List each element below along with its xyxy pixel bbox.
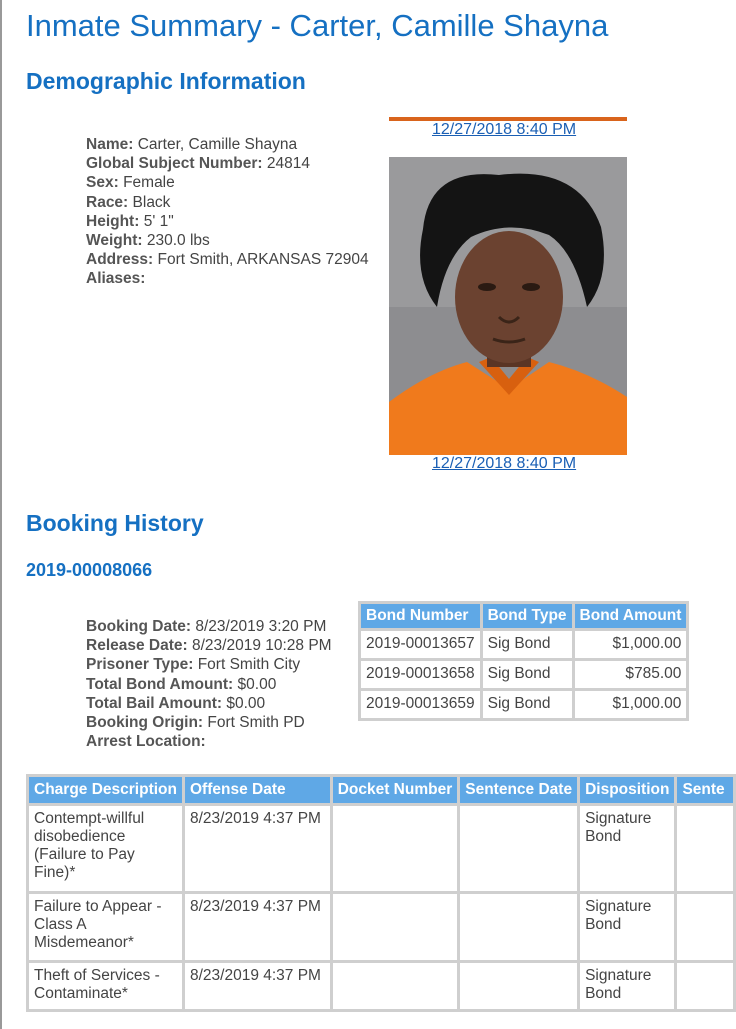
column-header[interactable]: Sentence Date — [460, 777, 577, 803]
disposition-cell: Signature Bond — [580, 963, 674, 1009]
bond-type-cell: Sig Bond — [483, 691, 572, 718]
field-release-date: Release Date: 8/23/2019 10:28 PM — [86, 637, 332, 655]
bond-type-cell: Sig Bond — [483, 661, 572, 688]
docket-number-cell — [333, 806, 458, 891]
offense-date-cell: 8/23/2019 4:37 PM — [185, 963, 330, 1009]
bond-amount-cell: $1,000.00 — [575, 691, 687, 718]
charge-description-cell: Contempt-willful disobedience (Failure to Pay Fine)* — [29, 806, 182, 891]
field-total-bond-amount: Total Bond Amount: $0.00 — [86, 675, 277, 693]
charges-table-header — [29, 777, 733, 803]
charges-table — [26, 774, 736, 1012]
table-row — [29, 963, 733, 1009]
sentence-date-cell — [460, 894, 577, 960]
field-aliases: Aliases: — [86, 270, 146, 288]
table-row — [361, 691, 686, 718]
column-header[interactable]: Bond Type — [483, 604, 572, 628]
booking-history-heading: Booking History — [26, 510, 204, 536]
sentence-date-cell — [460, 806, 577, 891]
table-row — [29, 894, 733, 960]
mugshot-photo — [389, 157, 627, 455]
disposition-cell: Signature Bond — [580, 894, 674, 960]
offense-date-cell: 8/23/2019 4:37 PM — [185, 894, 330, 960]
column-header[interactable]: Sente — [677, 777, 733, 803]
bond-table — [358, 601, 689, 721]
mugshot-illustration — [389, 157, 627, 455]
column-header[interactable]: Offense Date — [185, 777, 330, 803]
field-booking-origin: Booking Origin: Fort Smith PD — [86, 714, 305, 732]
booking-number: 2019-00008066 — [26, 560, 153, 580]
demographics-heading: Demographic Information — [26, 68, 306, 94]
charge-description-cell: Failure to Appear - Class A Misdemeanor* — [29, 894, 182, 960]
field-sex: Sex: Female — [86, 174, 175, 192]
field-height: Height: 5' 1" — [86, 212, 174, 230]
field-race: Race: Black — [86, 193, 171, 211]
page-title: Inmate Summary - Carter, Camille Shayna — [26, 8, 609, 43]
sentence-cell — [677, 963, 733, 1009]
sentence-cell — [677, 894, 733, 960]
bond-number-cell: 2019-00013658 — [361, 661, 480, 688]
field-address: Address: Fort Smith, ARKANSAS 72904 — [86, 251, 369, 269]
field-total-bail-amount: Total Bail Amount: $0.00 — [86, 694, 266, 712]
field-prisoner-type: Prisoner Type: Fort Smith City — [86, 656, 301, 674]
column-header[interactable]: Disposition — [580, 777, 674, 803]
sentence-cell — [677, 806, 733, 891]
column-header[interactable]: Docket Number — [333, 777, 458, 803]
column-header[interactable]: Bond Number — [361, 604, 480, 628]
sentence-date-cell — [460, 963, 577, 1009]
photo-date-link[interactable]: 12/27/2018 8:40 PM — [432, 455, 577, 472]
disposition-cell: Signature Bond — [580, 806, 674, 891]
field-global-subject-number: Global Subject Number: 24814 — [86, 155, 310, 173]
bond-amount-cell: $785.00 — [575, 661, 687, 688]
field-booking-date: Booking Date: 8/23/2019 3:20 PM — [86, 618, 327, 635]
bond-type-cell: Sig Bond — [483, 631, 572, 658]
table-row — [361, 661, 686, 688]
photo-date-link[interactable]: 12/27/2018 8:40 PM — [432, 121, 577, 138]
table-row — [361, 631, 686, 658]
offense-date-cell: 8/23/2019 4:37 PM — [185, 806, 330, 891]
bond-number-cell: 2019-00013657 — [361, 631, 480, 658]
docket-number-cell — [333, 894, 458, 960]
charge-description-cell: Theft of Services - Contaminate* — [29, 963, 182, 1009]
bond-amount-cell: $1,000.00 — [575, 631, 687, 658]
demographics-fields — [86, 135, 369, 289]
booking-fields — [86, 617, 332, 751]
field-weight: Weight: 230.0 lbs — [86, 232, 210, 250]
table-row — [29, 806, 733, 891]
field-name: Name: Carter, Camille Shayna — [86, 136, 298, 153]
field-arrest-location: Arrest Location: — [86, 733, 206, 751]
bond-table-header — [361, 604, 686, 628]
column-header[interactable]: Charge Description — [29, 777, 182, 803]
docket-number-cell — [333, 963, 458, 1009]
bond-number-cell: 2019-00013659 — [361, 691, 480, 718]
column-header[interactable]: Bond Amount — [575, 604, 687, 628]
